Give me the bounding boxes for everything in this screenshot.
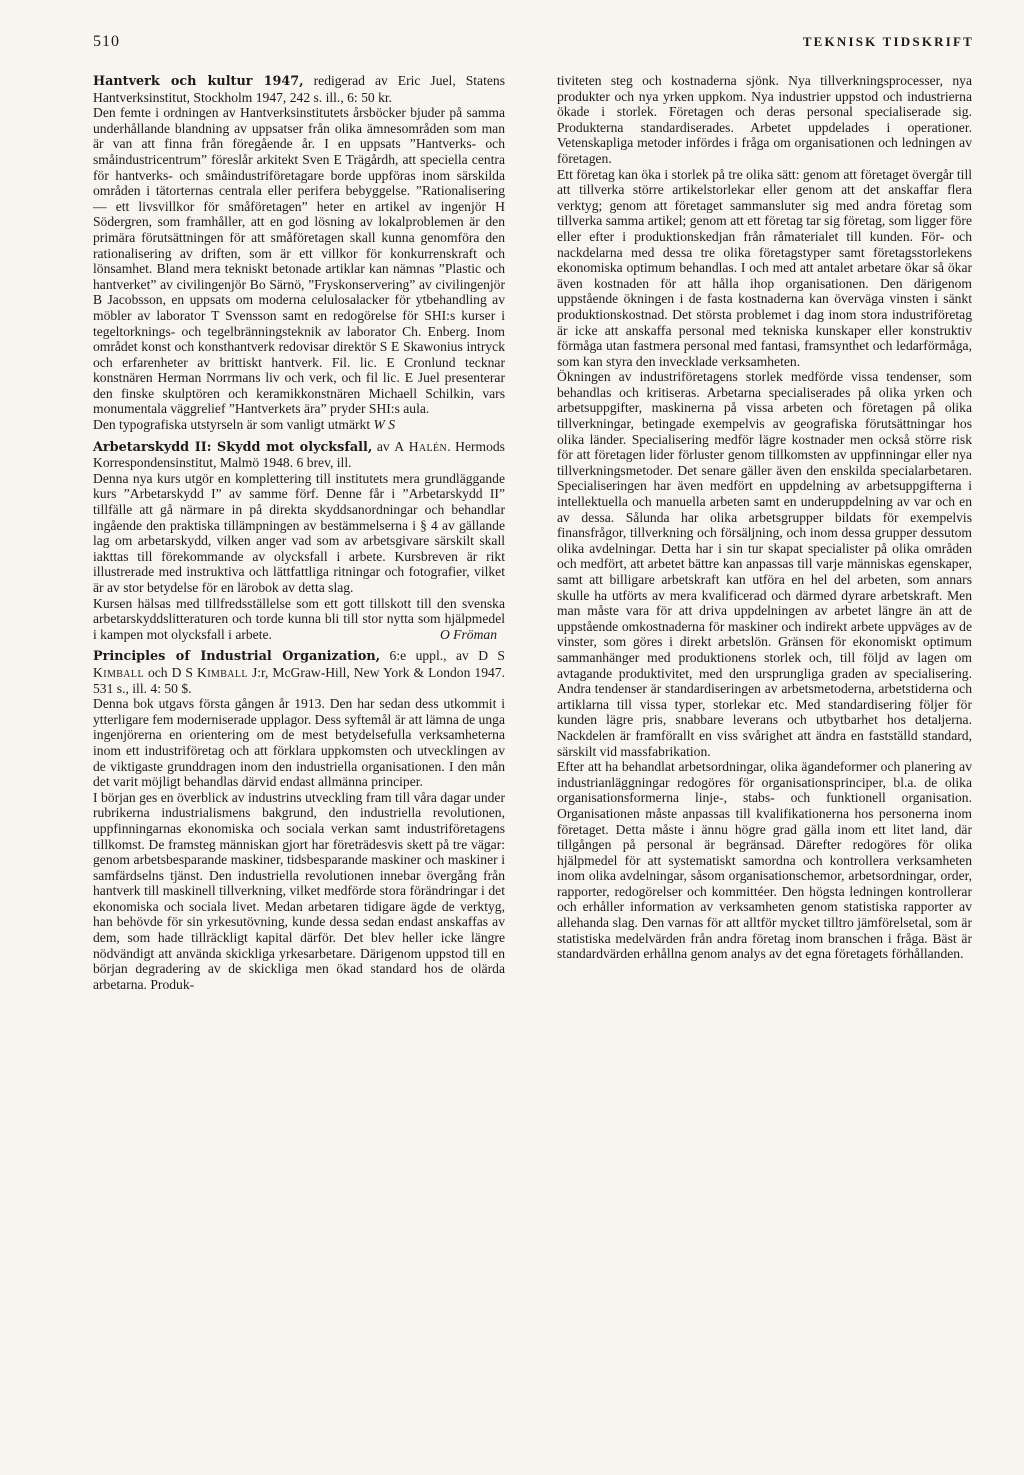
review-heading <box>93 439 505 471</box>
review-paragraph-last <box>93 596 505 643</box>
review-paragraph: Denna nya kurs utgör en komplettering till institutets mera grundläggande kurs ”Arbetarskydd I” av samme förf. Denne får i ”Arbetarskydd II” tillfälle att gå närmare in på direkta skyddsanordningar och behandlar ingående den praktiska tillämpningen av bestämmelserna i § 4 av gällande lag om arbetarskydd, vilken anger vad som av arbetsgivare särskilt skall iakttas till förekommande av olycksfall i arbete. Kursbreven är rikt illustrerade med instruktiva och lättfattliga ritningar och fotografier, vilket är av stor betydelse för en lärobok av detta slag. <box>93 470 505 595</box>
review-paragraph: Den femte i ordningen av Hantverksinstitutets årsböcker bjuder på samma underhållande blandning av uppsatser från olika ämnesområden som man är van att finna från föregående år. I en uppsats ”Hantverks- och småindustricentrum” föreslår arkitekt Sven E Trägårdh, att speciella centra för hantverks- och småindustriföretagare borde uppföras inom särskilda områden i tätorternas centrala eller perifera bebyggelse. ”Rationalisering — ett livsvillkor för småföretagen” heter en artikel av ingenjör H Södergren, som framhåller, att en god lösning av lokalproblemen är den primära förutsättningen för att småföretagen skall kunna genomföra den rationalisering av driften, som är ett villkor för konkurrenskraft och lönsamhet. Bland mera tekniskt betonade artiklar kan nämnas ”Plastic och hantverket” av civilingenjör Bo Särnö, ”Fryskonservering” av civilingenjör B Jacobsson, en uppsats om moderna celulosalacker för ytbehandling av möbler av laborator T Svensson samt en redogörelse för SHI:s kurser i tegeltorknings- och tegelbränningsteknik av laborator Ch. Enberg. Inom området konst och konsthantverk redovisar direktör S E Skawonius intryck och erfarenheter av brittiskt hantverk. Fil. lic. E Cronlund tecknar konstnären Herman Norrmans liv och verk, och fil lic. E Juel presenterar den finske skulptören och keramikkonstnären Michaell Schilkin, vars monumentala väggrelief ”Hantverkets ära” pryder SHI:s aula. <box>93 105 505 417</box>
page-number: 510 <box>93 33 120 50</box>
review-citation-prefix: 6:e uppl., av D S <box>380 648 505 664</box>
review-paragraph-text: Den typografiska utstyrseln är som vanligt utmärkt <box>93 417 371 433</box>
review-principles-industrial-organization <box>93 648 505 992</box>
journal-title: TEKNISK TIDSKRIFT <box>802 34 974 49</box>
review-citation: J:r, McGraw-Hill, New York & London 1947. 531 s., ill. 4: 50 $. <box>93 664 505 696</box>
review-signature: O Fröman <box>439 626 497 642</box>
review-title: Principles of Industrial Organization, <box>93 649 381 665</box>
review-title: Hantverk och kultur 1947, <box>93 74 304 89</box>
review-heading <box>93 648 505 696</box>
review-paragraph: I början ges en överblick av industrins utveckling fram till våra dagar under rubrikerna industrialismens bakgrund, den industriella revolutionen, uppfinningarnas ekonomiska och sociala verkan samt industriföretagens tillkomst. De framsteg människan gjort har företrädesvis skett på tre vägar: genom arbetsbesparande maskiner, tidsbesparande maskiner och maskiner i samfärdselns tjänst. Den industriella revolutionen innebar övergång från hantverk till maskinell tillverkning, vilket medförde stora förändringar i det ekonomiska och sociala livet. Medan arbetaren tidigare ägde de verktyg, han behövde för sin yrkesutövning, kunde dessa sedan endast anskaffas av dem, som hade tillräckligt kapital därför. Det blev heller icke längre nödvändigt att använda skickliga yrkesarbetare. Därigenom uppstod till en början degradering av de skickliga men ökad standard hos de olärda arbetarna. Produk- <box>93 789 505 992</box>
review-citation-prefix: av <box>372 438 395 454</box>
review-author: Kimball <box>93 664 144 680</box>
review-citation: . Hermods Korrespondensinstitut, Malmö 1948. 6 brev, ill. <box>93 438 505 471</box>
left-column <box>93 73 505 992</box>
review-signature: W S <box>373 417 396 433</box>
review-arbetarskydd <box>93 439 505 643</box>
review-author: A Halén <box>394 438 448 454</box>
review-paragraph-last <box>93 417 505 433</box>
review-paragraph: Denna bok utgavs första gången år 1913. Den har sedan dess utkommit i ytterligare fem moderniserade upplagor. Dess syftemål är att lämna de unga ingenjörerna en orientering om de mest betydelsefulla verksamheterna inom ett industriföretag och att förklara uppkomsten och utvecklingen av de viktigaste grunddragen inom den industriella organisationen. I den mån det varit möjligt behandlas därvid endast allmänna principer. <box>93 696 505 790</box>
review-author-2: Kimball <box>196 664 248 680</box>
body-paragraph: tiviteten steg och kostnaderna sjönk. Nya tillverkningsprocesser, nya produkter och nya yrken uppkom. Nya industrier uppstod och industrierna ökade i storlek. Företagen och deras personal specialiserade sig. Produkterna standardiserades. Arbetet uppdelades i operationer. Vetenskapliga metoder infördes i fråga om organisationen och ledningen av företagen. <box>557 73 972 166</box>
body-paragraph: Ökningen av industriföretagens storlek medförde vissa tendenser, som behandlas och kritiseras. Arbetarna specialiserades på olika yrken och arbetsuppgifter, maskinerna på vissa arbeten och företagen på olika tillverkningar, betingade exempelvis av geografiska förutsättningar hos olika länder. Specialisering medför lägre kostnader men också större risk för att företagen lider förluster genom tillkomsten av uppfinningar eller nya tillverkningsmetoder. Det senare gäller även den enskilda specialarbetaren. Specialiseringen har även medfört en uppdelning av arbetsuppgifterna i intellektuella och manuella arbeten samt en underuppdelning av var och en av dessa. Sålunda har olika arbetsgrupper bildats för exempelvis finansfrågor, tillverkning och försäljning, och inom dessa grupper dessutom olika avdelningar. Detta har i sin tur skapat specialister på olika områden och medfört, att arbetet bättre kan anpassas till varje människas egenskaper, samt att billigare arbetskraft kan utföra en hel del arbeten, som annars skulle ha utförts av mera kvalificerad och därmed dyrare arbetskraft. Men man måste vara för att driva uppdelningen av arbetet längre än att de uppstående omkostnaderna för maskiner och indirekt arbete uppväges av de vinster, som göres i direkt arbetslön. Gränsen för ekonomiskt optimum sammanhänger med produktionens storlek och, till följd av lagen om avtagande produktivitet, med den ursprungliga graden av specialisering. Andra tendenser är standardiseringen av arbetsmetoderna, arbetstiderna och artiklarna till vissa typer, storlekar etc. Med standardisering följer för kunden lägre pris, snabbare leverans och utbytbarhet hos detaljerna. Nackdelen är framförallt en viss svårighet att ändra en fastställd standard, särskilt vid massfabrikation. <box>557 369 972 759</box>
review-hantverk-och-kultur <box>93 73 505 433</box>
body-paragraph: Ett företag kan öka i storlek på tre olika sätt: genom att företaget övergår till att tillverka större artikelstorlekar eller genom att det anskaffar flera verktyg; genom att företaget sammansluter sig med andra företag som tillverka samma artikel; genom att ett företag tar sig företag, som ligger före eller efter i produktionskedjan från råmaterialet till kunden. För- och nackdelarna med dessa tre olika företagstyper samt företagsstorlekens ekonomiska optimum behandlas. I och med att antalet arbetare ökar så ökar även kostnaden för att hålla ihop organisationen. Den därigenom uppstående ökningen i de fasta kostnaderna kan överväga vinsten i sänkt produktionskostnad. Det största problemet i dag inom stora industriföretag är icke att anskaffa personal med tekniska kunskaper eller konstruktiv förmåga utan fastmera personal med fantasi, framsynthet och ledarförmåga, som kan styra den invecklade verksamheten. <box>557 166 972 369</box>
review-citation-mid: och D S <box>143 664 197 680</box>
body-paragraph: Efter att ha behandlat arbetsordningar, olika ägandeformer och planering av industrianläggningar redogöres för organisationsprinciper, bl.a. de olika organisationsformerna linje-, stabs- och funktionell organisation. Organisationen måste anpassas till kvalifikationerna hos personerna inom företaget. Detta måste i ännu högre grad gälla inom ett litet land, där tillgången på personal är begränsad. Därefter redogöres för olika hjälpmedel för att systematiskt samordna och kontrollera verksamheten inom olika avdelningar, såsom organisationschemor, arbetsordningar, order, rapporter, redogörelser och kommittéer. Den högsta ledningen kontrollerar och erhåller information av verksamheten genom statistiska rapporter av allehanda slag. Den varnas för att alltför mycket tilltro jämförelsetal, som är statistiska medelvärden från andra företag inom branschen i fråga. Bäst är standardvärden erhållna genom analys av det egna företagets förhållanden. <box>557 759 972 962</box>
right-column <box>557 73 972 962</box>
review-citation: redigerad av Eric Juel, Statens Hantverksinstitut, Stockholm 1947, 242 s. ill., 6: 50 kr. <box>93 73 505 105</box>
review-heading <box>93 73 505 105</box>
review-title: Arbetarskydd II: Skydd mot olycksfall, <box>93 439 373 455</box>
review-paragraph-text: Kursen hälsas med tillfredsställelse som ett gott tillskott till den svenska arbetarskyddslitteraturen och torde kunna bli till stor nytta som hjälpmedel i kampen mot olycksfall i arbete. <box>93 595 505 642</box>
page-header <box>93 33 974 51</box>
